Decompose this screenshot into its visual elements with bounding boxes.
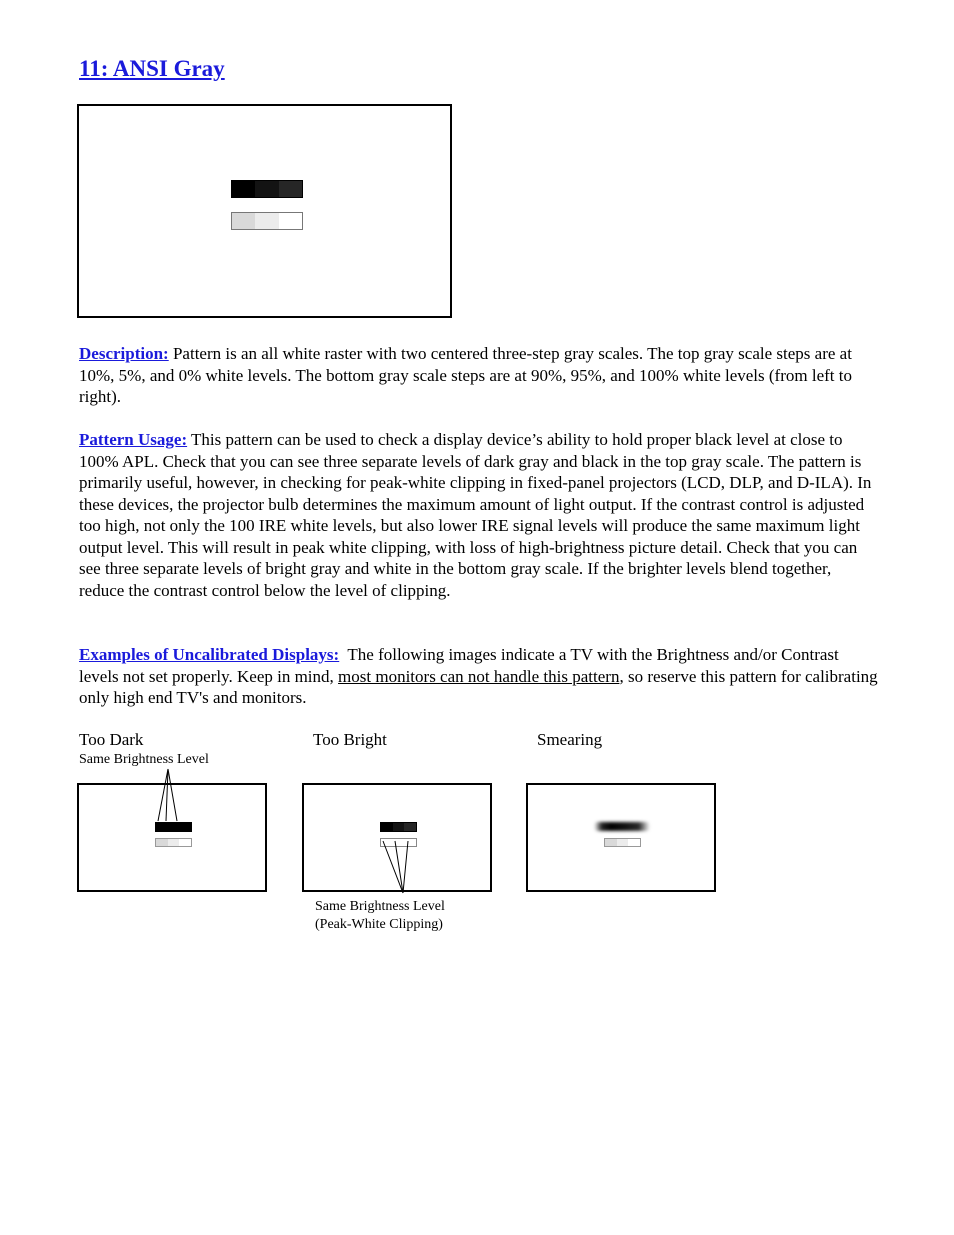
pattern-usage-label[interactable]: Pattern Usage: [79,430,188,449]
description-text: Pattern is an all white raster with two centered three-step gray scales. The top gray scale steps are at 10%, 5%, and 0% white levels. The bottom gray scale steps are at 90%, 95%, and 100% white levels (from left to right). [79,344,852,406]
example-smearing-title: Smearing [537,730,603,749]
example-too-dark-note: Same Brightness Level [79,752,209,767]
example-too-dark-title: Too Dark [79,730,144,749]
example-too-bright-note [315,898,445,934]
pattern-usage-text: This pattern can be used to check a display device’s ability to hold proper black level at close to 100% APL. Check that you can see three separate levels of dark gray and black in the top gray scale. The pattern is primarily useful, however, in checking for peak-white clipping in fixed-panel projectors (LCD, DLP, and D-ILA). In these devices, the projector bulb determines the maximum amount of light output. If the contrast control is adjusted too high, not only the 100 IRE white levels, but also lower IRE signal levels will produce the same maximum light output level. This will result in peak white clipping, with loss of high-brightness picture detail. Check that you can see three separate levels of bright gray and white in the bottom gray scale. If the brighter levels blend together, reduce the contrast control below the level of clipping. [79,430,872,600]
note-line-2: (Peak-White Clipping) [315,917,443,932]
example-too-bright-title: Too Bright [313,730,387,749]
description-label[interactable]: Description: [79,344,169,363]
pointer-line [395,841,403,893]
page-title[interactable]: 11: ANSI Gray [79,56,225,81]
examples-warning-text: most monitors can not handle this pattern [338,666,620,686]
pointer-line [383,841,403,893]
examples-text-end: , so reserve this pattern for calibrating only high end TV's and monitors. [79,666,878,707]
pointer-line [168,769,177,821]
examples-text: The following images indicate a TV with the Brightness and/or Contrast levels not set properly. Keep in mind, [79,645,844,686]
note-line-1: Same Brightness Level [315,899,445,914]
pointer-line [403,841,408,893]
examples-label[interactable]: Examples of Uncalibrated Displays: [79,645,340,664]
